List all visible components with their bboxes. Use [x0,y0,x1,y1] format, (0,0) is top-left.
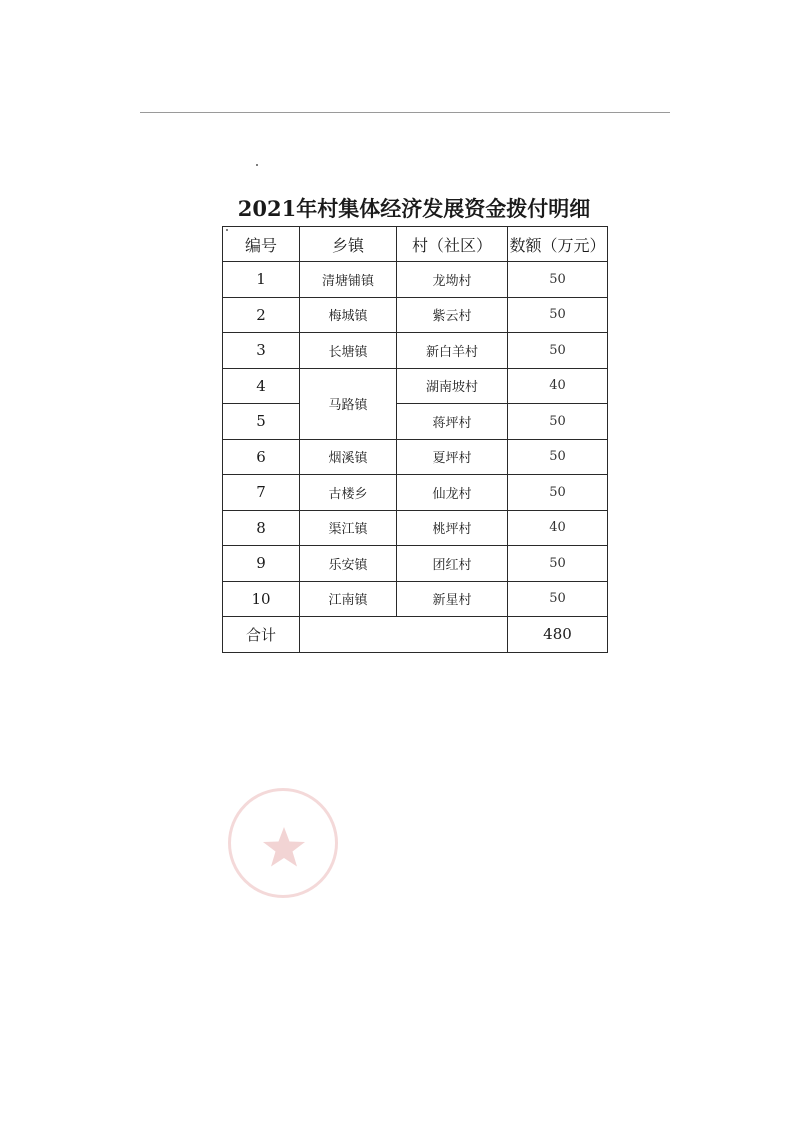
total-spacer [300,617,508,653]
row-village: 龙坳村 [397,262,508,298]
star-icon [261,825,307,869]
row-amount: 50 [508,297,608,333]
row-number: 4 [223,368,300,404]
table-row [223,404,608,440]
header-number: 编号 [223,227,300,262]
row-amount: 50 [508,475,608,511]
row-village: 新白羊村 [397,333,508,369]
total-label: 合计 [223,617,300,653]
row-number: 9 [223,546,300,582]
row-amount: 50 [508,333,608,369]
row-village: 湖南坡村 [397,368,508,404]
row-township: 乐安镇 [300,546,397,582]
row-village: 团红村 [397,546,508,582]
scan-speck [256,164,258,166]
row-number: 10 [223,581,300,617]
row-amount: 50 [508,262,608,298]
row-township: 江南镇 [300,581,397,617]
scan-top-rule [140,112,670,113]
header-amount: 数额（万元） [508,227,608,262]
table-row [223,546,608,582]
row-township: 渠江镇 [300,510,397,546]
table-row [223,581,608,617]
row-amount: 40 [508,510,608,546]
row-village: 蒋坪村 [397,404,508,440]
header-village: 村（社区） [397,227,508,262]
row-number: 2 [223,297,300,333]
row-number: 1 [223,262,300,298]
row-township: 烟溪镇 [300,439,397,475]
row-township: 清塘铺镇 [300,262,397,298]
row-township: 古楼乡 [300,475,397,511]
row-township: 梅城镇 [300,297,397,333]
row-number: 5 [223,404,300,440]
header-township: 乡镇 [300,227,397,262]
row-village: 紫云村 [397,297,508,333]
table-row [223,297,608,333]
row-amount: 50 [508,546,608,582]
table-row [223,368,608,404]
row-township: 长塘镇 [300,333,397,369]
row-amount: 50 [508,581,608,617]
row-village: 夏坪村 [397,439,508,475]
row-village: 仙龙村 [397,475,508,511]
row-township-merged: 马路镇 [300,368,397,439]
row-number: 8 [223,510,300,546]
official-seal [228,788,338,898]
total-amount: 480 [508,617,608,653]
table-row [223,475,608,511]
allocation-table [222,226,608,653]
row-amount: 40 [508,368,608,404]
row-number: 7 [223,475,300,511]
table-header-row [223,227,608,262]
row-amount: 50 [508,439,608,475]
table-row [223,510,608,546]
document-title: 2021年村集体经济发展资金拨付明细 [237,196,591,221]
row-number: 6 [223,439,300,475]
row-village: 桃坪村 [397,510,508,546]
table-total-row [223,617,608,653]
row-village: 新星村 [397,581,508,617]
row-number: 3 [223,333,300,369]
table-row [223,262,608,298]
table-row [223,439,608,475]
table-row [223,333,608,369]
row-amount: 50 [508,404,608,440]
